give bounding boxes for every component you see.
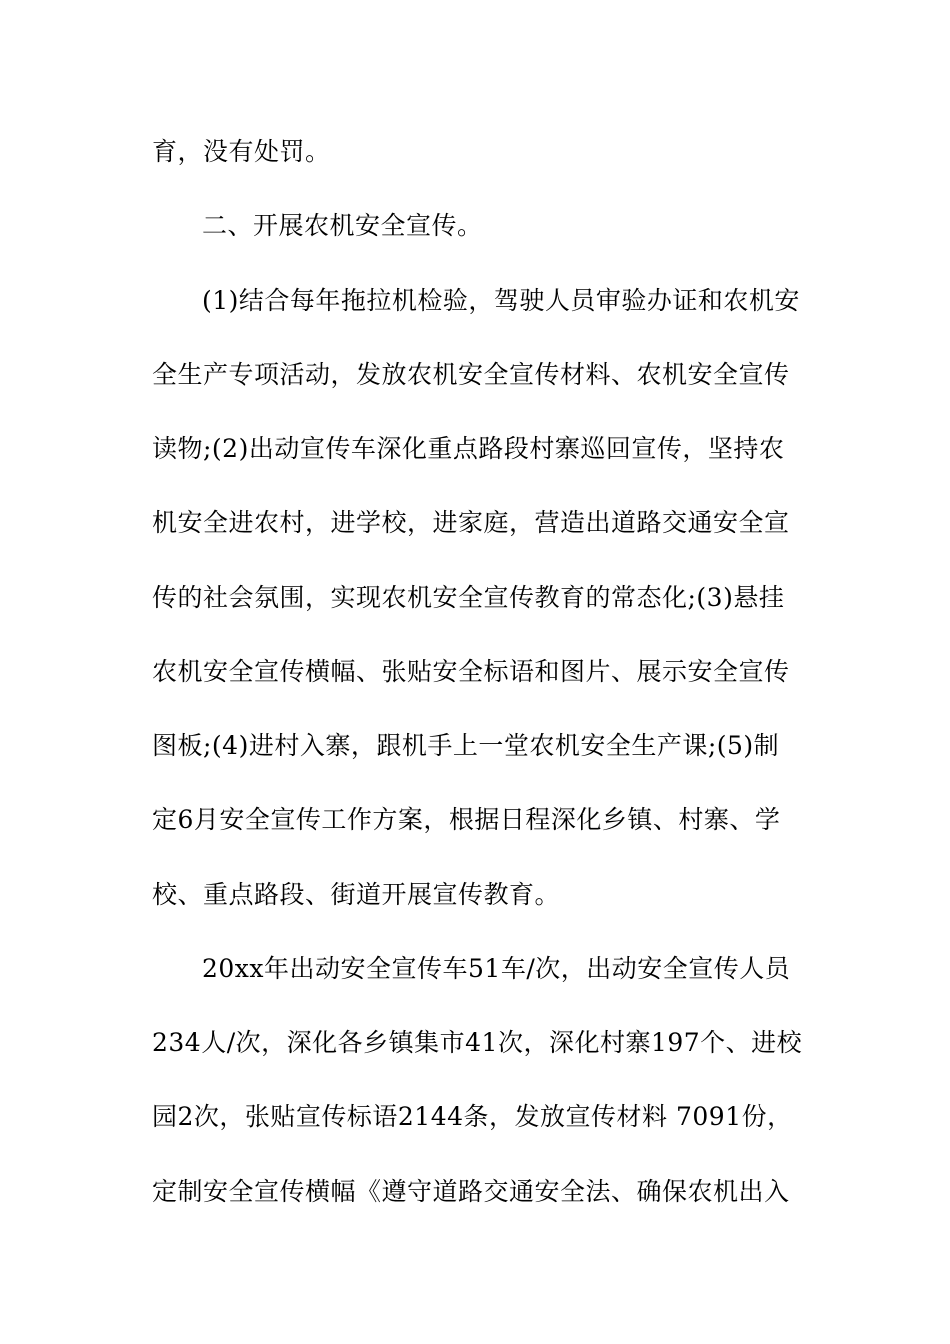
text-line: 读物;(2)出动宣传车深化重点路段村寨巡回宣传，坚持农 [152, 434, 785, 463]
text-line: (1)结合每年拖拉机检验，驾驶人员审验办证和农机安 [202, 286, 800, 315]
text-line: 农机安全宣传横幅、张贴安全标语和图片、展示安全宣传 [152, 657, 790, 686]
text-line: 234人/次，深化各乡镇集市41次，深化村寨197个、进校 [152, 1028, 803, 1057]
text-line: 全生产专项活动，发放农机安全宣传材料、农机安全宣传 [152, 360, 790, 389]
section-heading: 二、开展农机安全宣传。 [202, 211, 483, 240]
text-line: 定6月安全宣传工作方案，根据日程深化乡镇、村寨、学 [152, 805, 781, 834]
text-line: 传的社会氛围，实现农机安全宣传教育的常态化;(3)悬挂 [152, 583, 785, 612]
text-line: 校、重点路段、街道开展宣传教育。 [152, 880, 561, 909]
text-line: 20xx年出动安全宣传车51车/次，出动安全宣传人员 [202, 954, 791, 983]
text-line: 图板;(4)进村入寨，跟机手上一堂农机安全生产课;(5)制 [152, 731, 780, 760]
text-line: 机安全进农村，进学校，进家庭，营造出道路交通安全宣 [152, 508, 790, 537]
text-line: 育，没有处罚。 [152, 137, 331, 166]
text-line: 园2次，张贴宣传标语2144条，发放宣传材料 7091份， [152, 1102, 793, 1131]
text-line: 定制安全宣传横幅《遵守道路交通安全法、确保农机出入 [152, 1177, 790, 1206]
